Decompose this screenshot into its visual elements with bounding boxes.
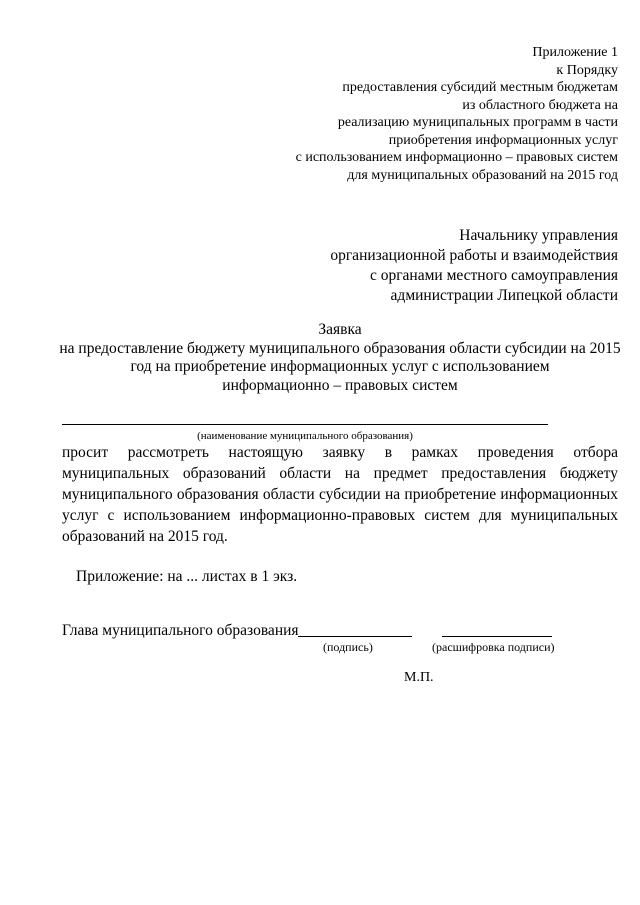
attachment-note: Приложение: на ... листах в 1 экз.: [76, 568, 298, 585]
addressee-block: [330, 226, 618, 306]
addressee-line: Начальнику управления: [459, 227, 618, 244]
appendix-line: реализацию муниципальных программ в части: [337, 115, 618, 130]
appendix-line: из областного бюджета на: [462, 97, 618, 113]
addressee-line: администрации Липецкой области: [390, 287, 618, 304]
signature-caption: (подпись): [323, 640, 373, 654]
signature-line[interactable]: [298, 636, 412, 637]
appendix-line: Приложение 1: [532, 45, 618, 60]
head-signature-label: Глава муниципального образования: [62, 622, 299, 639]
request-body-text: просит рассмотреть настоящую заявку в рамках проведения отбора муниципальных образований области на предмет предоставления бюджету муниципального образования области субсидии на приобретение информационных услуг с использованием информационно-правовых систем для муниципальных образований на 2015 год.: [62, 444, 618, 545]
signature-decoding-caption: (расшифровка подписи): [432, 640, 555, 654]
title-line: Заявка: [318, 321, 362, 338]
signature-decoding-line[interactable]: [442, 636, 552, 637]
appendix-line: к Порядку: [556, 62, 618, 78]
municipality-name-caption: (наименование муниципального образования): [197, 430, 413, 442]
appendix-reference: [296, 44, 618, 184]
appendix-line: с использованием информационно – правовых систем: [295, 150, 618, 165]
municipality-name-line[interactable]: [62, 414, 548, 425]
addressee-line: организационной работы и взаимодействия: [330, 247, 618, 264]
title-line: информационно – правовых систем: [222, 376, 458, 394]
seal-placeholder: М.П.: [404, 670, 434, 685]
appendix-line: приобретения информационных услуг: [388, 132, 618, 148]
title-line: на предоставление бюджету муниципального образования области субсидии на 2015: [59, 339, 621, 357]
appendix-line: предоставления субсидий местным бюджетам: [342, 80, 618, 95]
document-title: [0, 321, 640, 395]
addressee-line: с органами местного самоуправления: [369, 267, 618, 284]
title-line: год на приобретение информационных услуг с использованием: [130, 358, 550, 375]
appendix-line: для муниципальных образований на 2015 год: [347, 167, 618, 183]
